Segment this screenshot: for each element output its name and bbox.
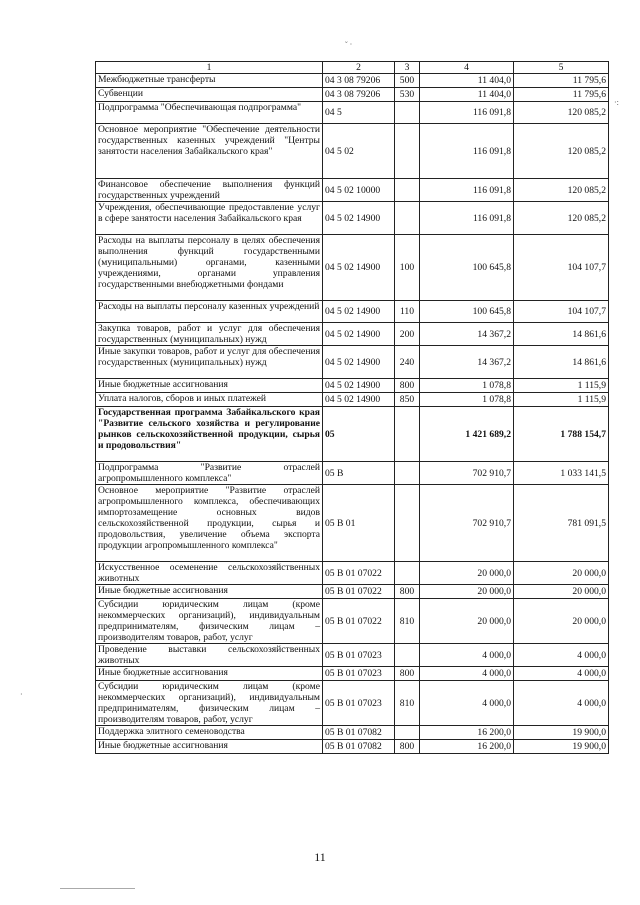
amount-year1-cell: 116 091,8 xyxy=(420,124,514,179)
row-name-cell: Закупка товаров, работ и услуг для обеспечения государственных (муниципальных) нужд xyxy=(96,323,323,346)
classification-code-cell: 05 В 01 07022 xyxy=(323,599,395,644)
row-name-cell: Уплата налогов, сборов и иных платежей xyxy=(96,393,323,407)
expense-type-cell xyxy=(395,562,420,585)
table-row xyxy=(96,599,609,644)
classification-code-cell: 04 3 08 79206 xyxy=(323,88,395,102)
row-name-cell: Иные бюджетные ассигнования xyxy=(96,585,323,599)
table-row xyxy=(96,323,609,346)
classification-code-cell: 05 В 01 07022 xyxy=(323,585,395,599)
row-name-cell: Основное мероприятие "Развитие отраслей агропромышленного комплекса, обеспечивающих импортозамещение основных видов сельскохозяйственной продукции, сырья и продовольствия, увеличение объема экспорта продукции агропромышленного комплекса" xyxy=(96,485,323,562)
expense-type-cell xyxy=(395,124,420,179)
amount-year1-cell: 702 910,7 xyxy=(420,462,514,485)
row-name-cell: Подпрограмма "Обеспечивающая подпрограмма" xyxy=(96,102,323,124)
table-row xyxy=(96,202,609,235)
expense-type-cell xyxy=(395,202,420,235)
table-row xyxy=(96,562,609,585)
row-name-cell: Иные бюджетные ассигнования xyxy=(96,379,323,393)
expense-type-cell: 800 xyxy=(395,585,420,599)
expense-type-cell: 800 xyxy=(395,667,420,681)
classification-code-cell: 05 В 01 07023 xyxy=(323,644,395,667)
classification-code-cell: 04 5 02 14900 xyxy=(323,393,395,407)
amount-year2-cell: 19 900,0 xyxy=(514,740,609,754)
expense-type-cell: 110 xyxy=(395,301,420,323)
row-name-cell: Иные бюджетные ассигнования xyxy=(96,740,323,754)
row-name-cell: Поддержка элитного семеноводства xyxy=(96,726,323,740)
amount-year2-cell: 14 861,6 xyxy=(514,346,609,379)
expense-type-cell xyxy=(395,485,420,562)
expense-type-cell: 100 xyxy=(395,235,420,301)
amount-year2-cell: 4 000,0 xyxy=(514,681,609,726)
table-row xyxy=(96,74,609,88)
amount-year2-cell: 19 900,0 xyxy=(514,726,609,740)
classification-code-cell: 05 В 01 07082 xyxy=(323,726,395,740)
table-row xyxy=(96,407,609,462)
amount-year1-cell: 1 421 689,2 xyxy=(420,407,514,462)
amount-year2-cell: 120 085,2 xyxy=(514,202,609,235)
budget-table-body xyxy=(96,62,609,754)
amount-year2-cell: 11 795,6 xyxy=(514,88,609,102)
amount-year2-cell: 14 861,6 xyxy=(514,323,609,346)
expense-type-cell: 530 xyxy=(395,88,420,102)
amount-year2-cell: 120 085,2 xyxy=(514,124,609,179)
table-row xyxy=(96,88,609,102)
table-row xyxy=(96,462,609,485)
table-row xyxy=(96,102,609,124)
amount-year1-cell: 4 000,0 xyxy=(420,667,514,681)
expense-type-cell xyxy=(395,179,420,202)
classification-code-cell: 04 3 08 79206 xyxy=(323,74,395,88)
classification-code-cell: 05 В 01 07023 xyxy=(323,681,395,726)
table-row xyxy=(96,644,609,667)
column-number: 3 xyxy=(395,62,420,74)
amount-year1-cell: 116 091,8 xyxy=(420,179,514,202)
amount-year2-cell: 1 788 154,7 xyxy=(514,407,609,462)
amount-year1-cell: 702 910,7 xyxy=(420,485,514,562)
expense-type-cell: 810 xyxy=(395,681,420,726)
amount-year1-cell: 14 367,2 xyxy=(420,346,514,379)
classification-code-cell: 04 5 02 14900 xyxy=(323,301,395,323)
table-row xyxy=(96,124,609,179)
scan-artifact-line xyxy=(60,888,135,889)
amount-year2-cell: 120 085,2 xyxy=(514,179,609,202)
amount-year1-cell: 1 078,8 xyxy=(420,393,514,407)
table-row xyxy=(96,485,609,562)
row-name-cell: Расходы на выплаты персоналу казенных учреждений xyxy=(96,301,323,323)
expense-type-cell: 800 xyxy=(395,740,420,754)
amount-year1-cell: 16 200,0 xyxy=(420,740,514,754)
amount-year2-cell: 4 000,0 xyxy=(514,644,609,667)
scan-speck: ˘ · xyxy=(345,40,353,49)
row-name-cell: Иные закупки товаров, работ и услуг для обеспечения государственных (муниципальных) нужд xyxy=(96,346,323,379)
amount-year2-cell: 104 107,7 xyxy=(514,301,609,323)
expense-type-cell: 810 xyxy=(395,599,420,644)
amount-year2-cell: 4 000,0 xyxy=(514,667,609,681)
row-name-cell: Субвенции xyxy=(96,88,323,102)
classification-code-cell: 05 xyxy=(323,407,395,462)
amount-year1-cell: 20 000,0 xyxy=(420,599,514,644)
amount-year2-cell: 1 033 141,5 xyxy=(514,462,609,485)
table-row xyxy=(96,740,609,754)
amount-year1-cell: 20 000,0 xyxy=(420,585,514,599)
expense-type-cell: 200 xyxy=(395,323,420,346)
amount-year1-cell: 100 645,8 xyxy=(420,235,514,301)
table-row xyxy=(96,346,609,379)
table-row xyxy=(96,393,609,407)
row-name-cell: Расходы на выплаты персоналу в целях обеспечения выполнения функций государственными (муниципальными) органами, казенными учреждениями, органами управления государственными внебюджетными фондами xyxy=(96,235,323,301)
classification-code-cell: 04 5 xyxy=(323,102,395,124)
amount-year2-cell: 20 000,0 xyxy=(514,562,609,585)
table-row xyxy=(96,681,609,726)
row-name-cell: Финансовое обеспечение выполнения функций государственных учреждений xyxy=(96,179,323,202)
table-row xyxy=(96,379,609,393)
classification-code-cell: 04 5 02 xyxy=(323,124,395,179)
classification-code-cell: 04 5 02 14900 xyxy=(323,346,395,379)
classification-code-cell: 05 В 01 07082 xyxy=(323,740,395,754)
expense-type-cell xyxy=(395,462,420,485)
column-number: 2 xyxy=(323,62,395,74)
column-number: 5 xyxy=(514,62,609,74)
classification-code-cell: 05 В xyxy=(323,462,395,485)
amount-year2-cell: 104 107,7 xyxy=(514,235,609,301)
row-name-cell: Проведение выставки сельскохозяйственных животных xyxy=(96,644,323,667)
row-name-cell: Межбюджетные трансферты xyxy=(96,74,323,88)
expense-type-cell: 800 xyxy=(395,379,420,393)
page-number: 11 xyxy=(314,850,326,864)
expense-type-cell xyxy=(395,102,420,124)
classification-code-cell: 04 5 02 10000 xyxy=(323,179,395,202)
budget-table xyxy=(95,61,609,754)
classification-code-cell: 04 5 02 14900 xyxy=(323,202,395,235)
row-name-cell: Учреждения, обеспечивающие предоставление услуг в сфере занятости населения Забайкальского края xyxy=(96,202,323,235)
table-row xyxy=(96,667,609,681)
table-row xyxy=(96,585,609,599)
amount-year2-cell: 20 000,0 xyxy=(514,599,609,644)
expense-type-cell xyxy=(395,644,420,667)
classification-code-cell: 05 В 01 07023 xyxy=(323,667,395,681)
amount-year2-cell: 11 795,6 xyxy=(514,74,609,88)
amount-year1-cell: 14 367,2 xyxy=(420,323,514,346)
amount-year1-cell: 100 645,8 xyxy=(420,301,514,323)
amount-year1-cell: 116 091,8 xyxy=(420,102,514,124)
classification-code-cell: 04 5 02 14900 xyxy=(323,323,395,346)
amount-year1-cell: 4 000,0 xyxy=(420,681,514,726)
row-name-cell: Государственная программа Забайкальского края "Развитие сельского хозяйства и регулирование рынков сельскохозяйственной продукции, сырья и продовольствия" xyxy=(96,407,323,462)
scan-speck: · xyxy=(20,690,23,699)
row-name-cell: Подпрограмма "Развитие отраслей агропромышленного комплекса" xyxy=(96,462,323,485)
amount-year1-cell: 1 078,8 xyxy=(420,379,514,393)
row-name-cell: Субсидии юридическим лицам (кроме некоммерческих организаций), индивидуальным предпринимателям, физическим лицам – производителям товаров, работ, услуг xyxy=(96,681,323,726)
table-row xyxy=(96,301,609,323)
classification-code-cell: 05 В 01 07022 xyxy=(323,562,395,585)
amount-year1-cell: 116 091,8 xyxy=(420,202,514,235)
row-name-cell: Искусственное осеменение сельскохозяйственных животных xyxy=(96,562,323,585)
table-row xyxy=(96,235,609,301)
row-name-cell: Субсидии юридическим лицам (кроме некоммерческих организаций), индивидуальным предпринимателям, физическим лицам – производителям товаров, работ, услуг xyxy=(96,599,323,644)
amount-year2-cell: 1 115,9 xyxy=(514,379,609,393)
expense-type-cell: 240 xyxy=(395,346,420,379)
amount-year1-cell: 16 200,0 xyxy=(420,726,514,740)
amount-year1-cell: 11 404,0 xyxy=(420,74,514,88)
amount-year1-cell: 4 000,0 xyxy=(420,644,514,667)
amount-year2-cell: 20 000,0 xyxy=(514,585,609,599)
table-row xyxy=(96,726,609,740)
table-row xyxy=(96,179,609,202)
column-number-row xyxy=(96,62,609,74)
expense-type-cell: 500 xyxy=(395,74,420,88)
expense-type-cell xyxy=(395,726,420,740)
classification-code-cell: 04 5 02 14900 xyxy=(323,379,395,393)
row-name-cell: Основное мероприятие "Обеспечение деятельности государственных казенных учреждений "Центры занятости населения Забайкальского края" xyxy=(96,124,323,179)
classification-code-cell: 05 В 01 xyxy=(323,485,395,562)
row-name-cell: Иные бюджетные ассигнования xyxy=(96,667,323,681)
expense-type-cell xyxy=(395,407,420,462)
column-number: 4 xyxy=(420,62,514,74)
amount-year1-cell: 11 404,0 xyxy=(420,88,514,102)
amount-year2-cell: 781 091,5 xyxy=(514,485,609,562)
column-number: 1 xyxy=(96,62,323,74)
classification-code-cell: 04 5 02 14900 xyxy=(323,235,395,301)
amount-year1-cell: 20 000,0 xyxy=(420,562,514,585)
amount-year2-cell: 120 085,2 xyxy=(514,102,609,124)
scan-speck: ·: xyxy=(614,98,619,107)
amount-year2-cell: 1 115,9 xyxy=(514,393,609,407)
expense-type-cell: 850 xyxy=(395,393,420,407)
